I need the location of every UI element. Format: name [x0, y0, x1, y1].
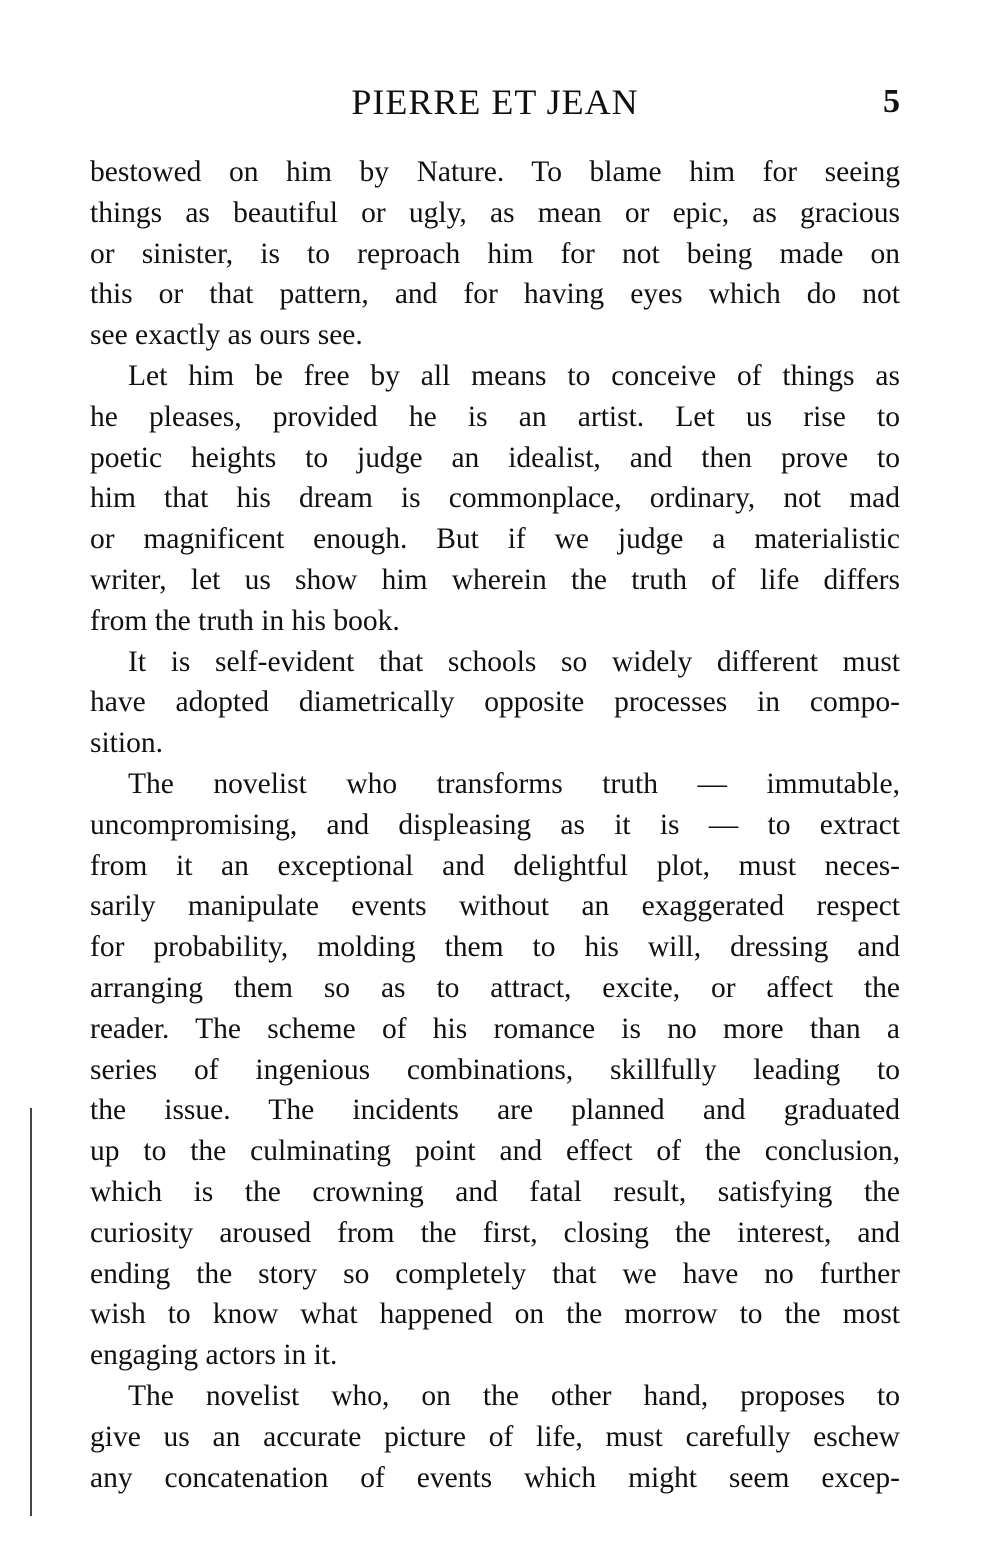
- scan-margin-line: [30, 1108, 32, 1516]
- text-line: see exactly as ours see.: [90, 319, 363, 352]
- text-line: bestowed on him by Nature. To blame him for seeing: [90, 156, 900, 188]
- paragraph: [90, 642, 900, 764]
- text-line: engaging actors in it.: [90, 1339, 338, 1372]
- text-line: sarily manipulate events without an exaggerated respect: [90, 890, 900, 923]
- text-line: any concatenation of events which might seem excep-: [90, 1461, 900, 1494]
- text-line: arranging them so as to attract, excite, or affect the: [90, 971, 900, 1004]
- text-line: give us an accurate picture of life, must carefully eschew: [90, 1420, 900, 1453]
- text-line: have adopted diametrically opposite processes in compo-: [90, 686, 900, 719]
- text-line: or sinister, is to reproach him for not being made on: [90, 237, 900, 270]
- text-line: The novelist who transforms truth — immutable,: [128, 767, 900, 800]
- paragraph: [90, 356, 900, 642]
- text-line: which is the crowning and fatal result, satisfying the: [90, 1175, 900, 1208]
- text-line: from it an exceptional and delightful plot, must neces-: [90, 849, 900, 882]
- text-line: sition.: [90, 727, 163, 760]
- text-line: from the truth in his book.: [90, 604, 400, 637]
- text-line: or magnificent enough. But if we judge a materialistic: [90, 523, 900, 556]
- text-line: The novelist who, on the other hand, proposes to: [128, 1379, 900, 1412]
- body-text: [90, 152, 900, 1498]
- running-title: PIERRE ET JEAN: [351, 82, 639, 122]
- text-line: things as beautiful or ugly, as mean or epic, as gracious: [90, 196, 900, 229]
- text-line: Let him be free by all means to conceive of things as: [128, 359, 900, 392]
- text-line: wish to know what happened on the morrow to the most: [90, 1298, 900, 1331]
- paragraph: [90, 152, 900, 356]
- text-line: he pleases, provided he is an artist. Let us rise to: [90, 400, 900, 433]
- text-line: this or that pattern, and for having eyes which do not: [90, 278, 900, 311]
- text-line: series of ingenious combinations, skillfully leading to: [90, 1053, 900, 1086]
- text-line: the issue. The incidents are planned and graduated: [90, 1094, 900, 1127]
- text-line: curiosity aroused from the first, closing the interest, and: [90, 1216, 900, 1249]
- text-line: him that his dream is commonplace, ordinary, not mad: [90, 482, 900, 515]
- text-line: It is self-evident that schools so widely different must: [128, 645, 900, 678]
- text-line: writer, let us show him wherein the truth of life differs: [90, 563, 900, 596]
- page-number: 5: [883, 83, 900, 120]
- paragraph: [90, 764, 900, 1376]
- text-line: reader. The scheme of his romance is no more than a: [90, 1012, 900, 1045]
- running-head: [90, 78, 900, 126]
- text-line: ending the story so completely that we have no further: [90, 1257, 900, 1290]
- text-line: poetic heights to judge an idealist, and then prove to: [90, 441, 900, 474]
- paragraph: [90, 1376, 900, 1498]
- text-line: up to the culminating point and effect of the conclusion,: [90, 1135, 900, 1168]
- text-line: uncompromising, and displeasing as it is — to extract: [90, 808, 900, 841]
- text-line: for probability, molding them to his will, dressing and: [90, 931, 900, 964]
